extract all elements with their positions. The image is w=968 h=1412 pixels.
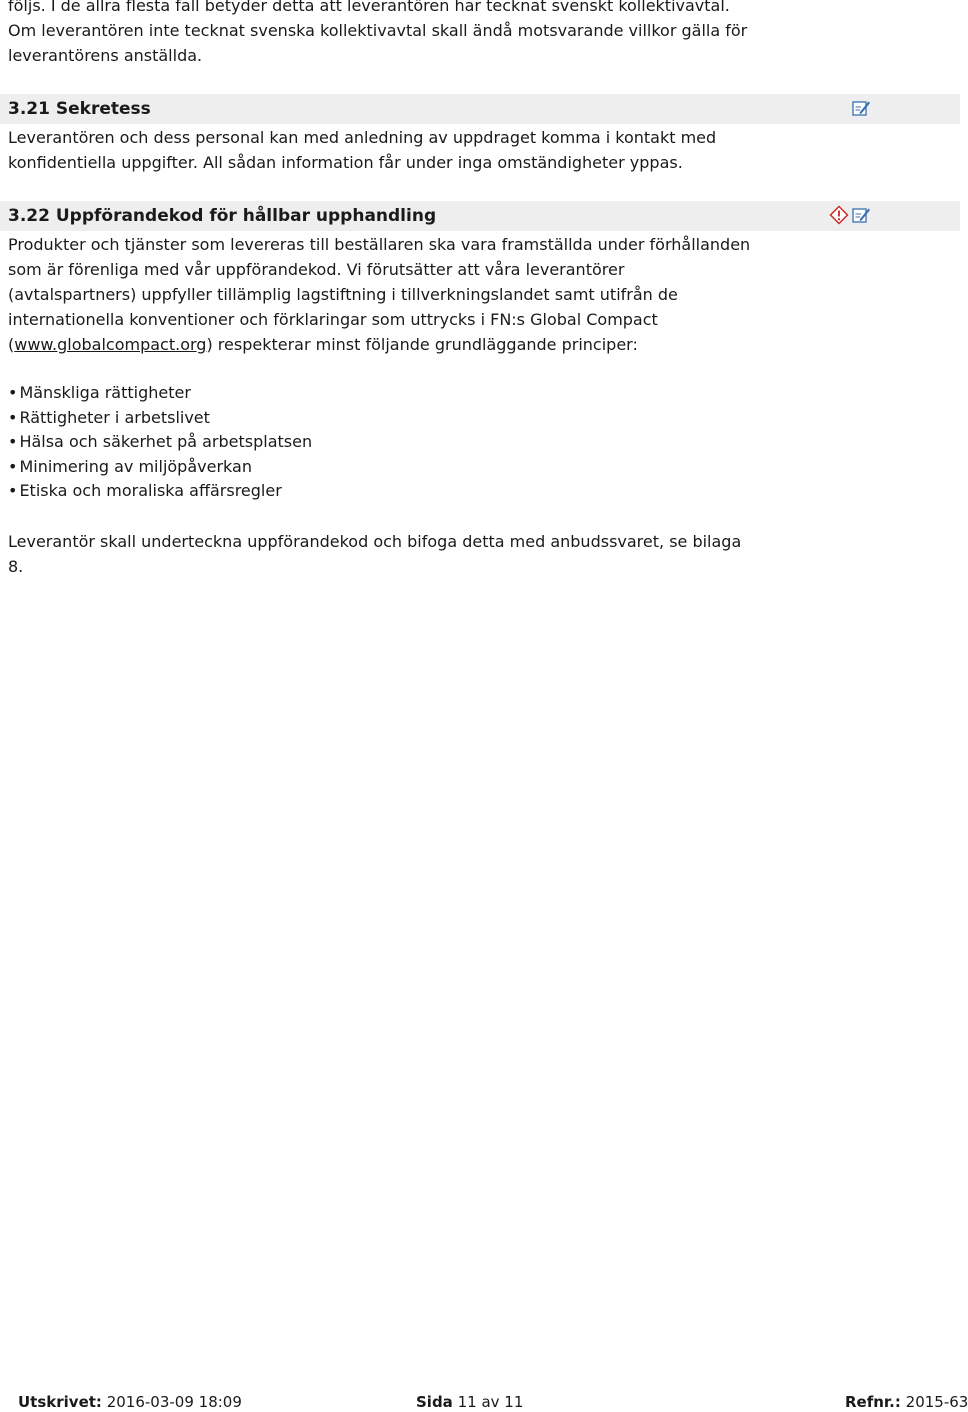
text-line: internationella konventioner och förklaringar som uttrycks i FN:s Global Compact [8, 310, 658, 329]
text-line: Om leverantören inte tecknat svenska kollektivavtal skall ändå motsvarande villkor gälla för [8, 21, 748, 40]
footer-refnr [845, 1392, 968, 1412]
section-header-sekretess [0, 94, 960, 124]
text-line: (avtalspartners) uppfyller tillämplig lagstiftning i tillverkningslandet samt utifrån de [8, 285, 678, 304]
text-line: konfidentiella uppgifter. All sådan information får under inga omständigheter yppas. [8, 153, 683, 172]
edit-icon[interactable] [851, 98, 871, 118]
text-fragment: ( [8, 335, 15, 354]
principles-list [8, 381, 312, 504]
list-item: • Hälsa och säkerhet på arbetsplatsen [8, 430, 312, 455]
edit-icon[interactable] [851, 205, 871, 225]
footer-value: 2015-63 [905, 1393, 968, 1411]
section-icons [829, 205, 871, 227]
text-line: följs. I de allra flesta fall betyder detta att leverantören har tecknat svenskt kollektivavtal. [8, 0, 730, 15]
footer-printed [18, 1392, 242, 1412]
intro-paragraph [8, 0, 808, 68]
text-line: Leverantör skall underteckna uppförandekod och bifoga detta med anbudssvaret, se bilaga [8, 532, 742, 551]
globalcompact-link[interactable]: www.globalcompact.org [14, 335, 207, 354]
text-line: 8. [8, 557, 24, 576]
footer-value: 11 av 11 [457, 1393, 524, 1411]
text-fragment: ) respekterar minst följande grundläggande principer: [206, 335, 638, 354]
warning-icon[interactable] [829, 205, 849, 225]
uppforandekod-paragraph [8, 232, 808, 357]
closing-paragraph [8, 529, 808, 579]
list-item: • Minimering av miljöpåverkan [8, 455, 312, 480]
text-line: som är förenliga med vår uppförandekod. Vi förutsätter att våra leverantörer [8, 260, 625, 279]
text-line: Leverantören och dess personal kan med anledning av uppdraget komma i kontakt med [8, 128, 717, 147]
section-icons [851, 98, 871, 120]
text-line: leverantörens anställda. [8, 46, 203, 65]
footer-value: 2016-03-09 18:09 [106, 1393, 242, 1411]
footer-label: Sida [416, 1393, 453, 1411]
footer-label: Utskrivet: [18, 1393, 102, 1411]
section-header-uppforandekod [0, 201, 960, 231]
section-title: 3.22 Uppförandekod för hållbar upphandling [8, 206, 437, 226]
footer-page [416, 1392, 523, 1412]
footer-label: Refnr.: [845, 1393, 901, 1411]
section-title: 3.21 Sekretess [8, 99, 151, 119]
list-item: • Rättigheter i arbetslivet [8, 406, 312, 431]
text-line-with-link [8, 332, 808, 357]
list-item: • Mänskliga rättigheter [8, 381, 312, 406]
list-item: • Etiska och moraliska affärsregler [8, 479, 312, 504]
text-line: Produkter och tjänster som levereras till beställaren ska vara framställda under förhållanden [8, 235, 751, 254]
sekretess-paragraph [8, 125, 808, 175]
